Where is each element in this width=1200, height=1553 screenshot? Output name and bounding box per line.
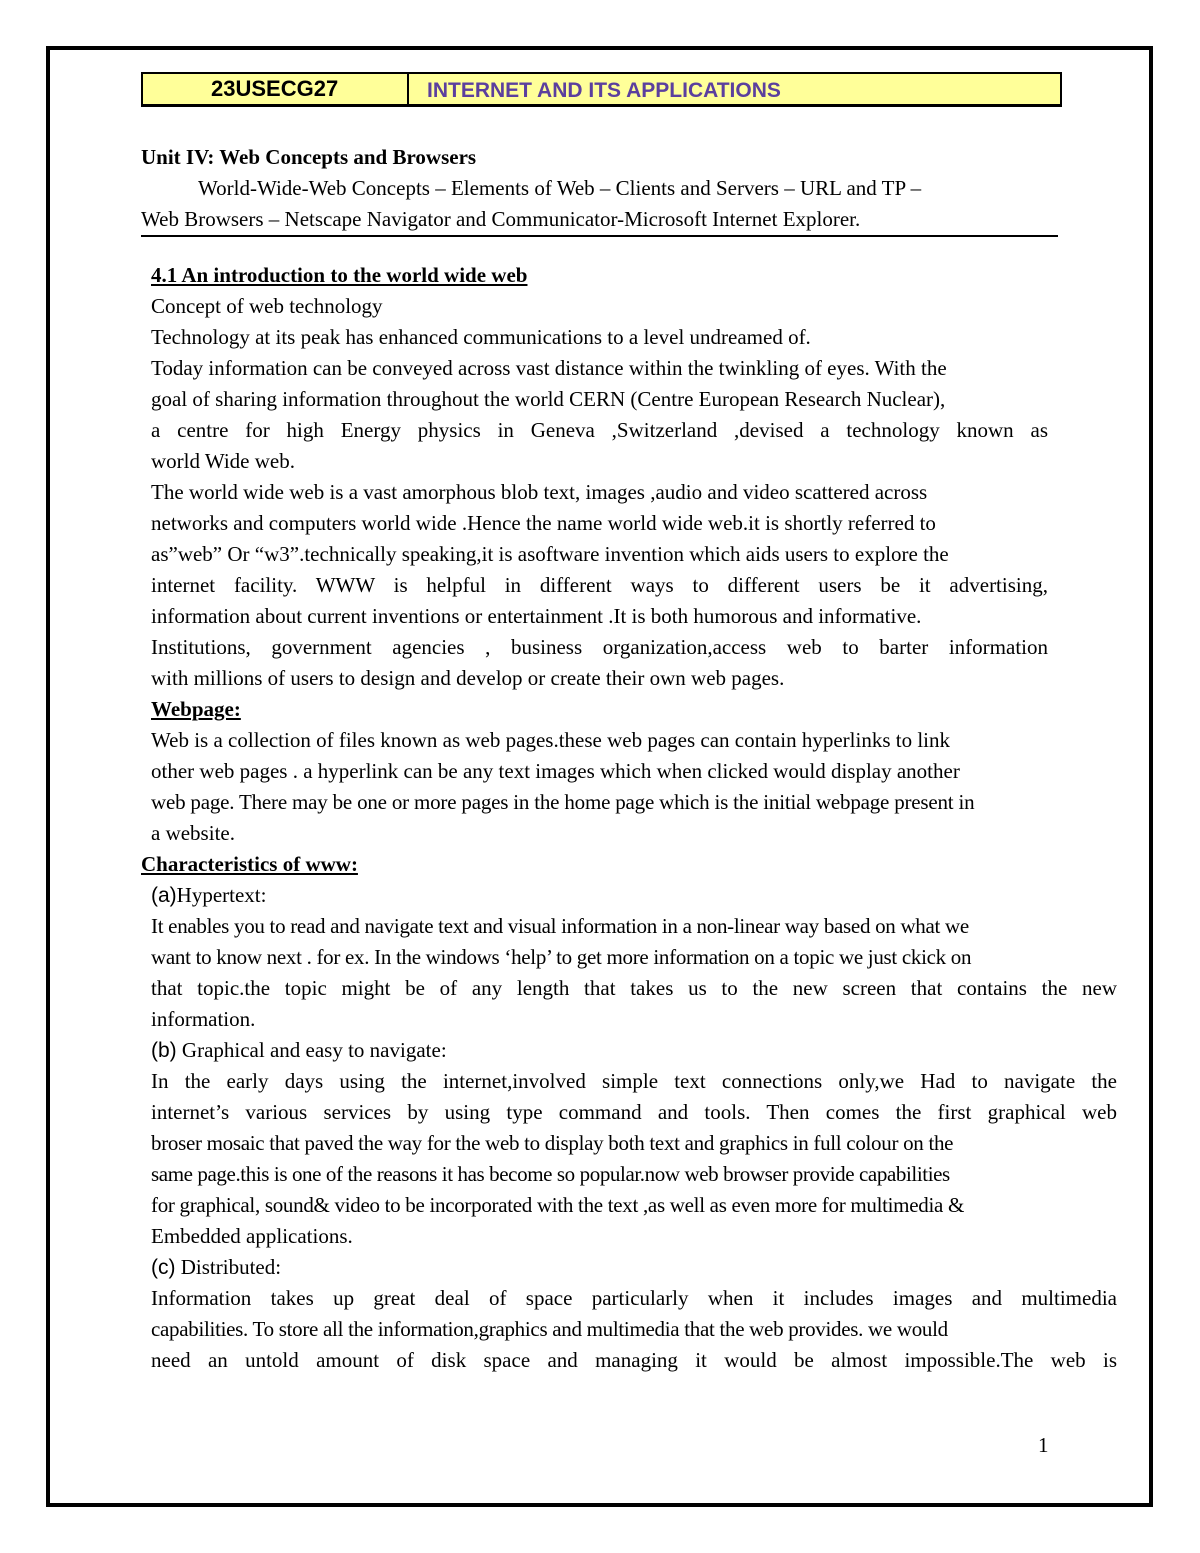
paragraph-line: for graphical, sound& video to be incorporated with the text ,as well as even more for multimedia & — [151, 1193, 964, 1217]
paragraph-line: broser mosaic that paved the way for the web to display both text and graphics in full colour on the — [151, 1131, 954, 1155]
course-header — [141, 72, 1062, 107]
list-marker: (b) — [151, 1039, 177, 1062]
characteristic-label: Distributed: — [175, 1255, 282, 1279]
paragraph-line: other web pages . a hyperlink can be any text images which when clicked would display another — [151, 759, 960, 783]
paragraph-line: Technology at its peak has enhanced communications to a level undreamed of. — [151, 325, 811, 349]
characteristic-a-text — [151, 911, 1121, 1035]
paragraph-line: information. — [151, 1007, 256, 1031]
section-title: 4.1 An introduction to the world wide web — [151, 263, 528, 287]
paragraph-line: want to know next . for ex. In the windows ‘help’ to get more information on a topic we just ckick on — [151, 945, 972, 969]
characteristic-c-heading — [151, 1252, 1121, 1283]
section-subtitle: Concept of web technology — [151, 294, 383, 318]
paragraph-line: web page. There may be one or more pages in the home page which is the initial webpage present in — [151, 790, 975, 814]
characteristics-heading: Characteristics of www: — [141, 852, 358, 876]
paragraph-line: internet’s various services by using type command and tools. Then comes the first graphical web — [151, 1100, 1117, 1124]
paragraph-line: same page.this is one of the reasons it has become so popular.now web browser provide capabilities — [151, 1162, 950, 1186]
paragraph-www — [151, 477, 1121, 694]
list-marker: (a) — [151, 884, 177, 907]
characteristic-c-text — [151, 1283, 1121, 1376]
unit-title: Unit IV: Web Concepts and Browsers — [141, 145, 477, 169]
paragraph-line: Information takes up great deal of space particularly when it includes images and multimedia — [151, 1286, 1117, 1310]
paragraph-line: Today information can be conveyed across vast distance within the twinkling of eyes. With the — [151, 356, 947, 380]
characteristic-b-heading — [151, 1035, 1121, 1066]
paragraph-line: In the early days using the internet,involved simple text connections only,we Had to navigate the — [151, 1069, 1117, 1093]
course-code: 23USECG27 — [143, 74, 409, 104]
paragraph-line: as”web” Or “w3”.technically speaking,it is asoftware invention which aids users to explore the — [151, 542, 949, 566]
document-body — [141, 142, 1121, 1376]
paragraph-line: information about current inventions or entertainment .It is both humorous and informative. — [151, 604, 922, 628]
unit-description-line: Web Browsers – Netscape Navigator and Communicator-Microsoft Internet Explorer. — [141, 204, 1058, 237]
course-title: INTERNET AND ITS APPLICATIONS — [427, 79, 781, 102]
paragraph-line: internet facility. WWW is helpful in different ways to different users be it advertising, — [151, 573, 1048, 597]
paragraph-line: that topic.the topic might be of any length that takes us to the new screen that contains the new — [151, 976, 1117, 1000]
paragraph-line: networks and computers world wide .Hence the name world wide web.it is shortly referred to — [151, 511, 936, 535]
paragraph-line: capabilities. To store all the information,graphics and multimedia that the web provides. we would — [151, 1317, 948, 1341]
paragraph-line: Web is a collection of files known as web pages.these web pages can contain hyperlinks to link — [151, 728, 951, 752]
paragraph-line: goal of sharing information throughout the world CERN (Centre European Research Nuclear), — [151, 387, 946, 411]
paragraph-line: a website. — [151, 821, 235, 845]
characteristic-label: Graphical and easy to navigate: — [176, 1038, 447, 1062]
paragraph-line: It enables you to read and navigate text and visual information in a non-linear way based on what we — [151, 914, 969, 938]
characteristic-a-heading — [151, 880, 1121, 911]
page-number: 1 — [1038, 1433, 1049, 1457]
paragraph-intro — [151, 322, 1121, 477]
characteristic-label: Hypertext: — [176, 883, 267, 907]
paragraph-line: world Wide web. — [151, 449, 295, 473]
paragraph-line: with millions of users to design and develop or create their own web pages. — [151, 666, 785, 690]
paragraph-line: a centre for high Energy physics in Geneva ,Switzerland ,devised a technology known as — [151, 418, 1048, 442]
characteristic-b-text — [151, 1066, 1121, 1252]
paragraph-line: Embedded applications. — [151, 1224, 353, 1248]
webpage-paragraph — [151, 725, 1121, 849]
paragraph-line: The world wide web is a vast amorphous blob text, images ,audio and video scattered across — [151, 480, 928, 504]
paragraph-line: need an untold amount of disk space and managing it would be almost impossible.The web is — [151, 1348, 1117, 1372]
unit-description-line: World-Wide-Web Concepts – Elements of Web – Clients and Servers – URL and TP – — [198, 176, 922, 200]
webpage-heading: Webpage: — [151, 697, 241, 721]
paragraph-line: Institutions, government agencies , business organization,access web to barter information — [151, 635, 1048, 659]
list-marker: (c) — [151, 1256, 176, 1279]
